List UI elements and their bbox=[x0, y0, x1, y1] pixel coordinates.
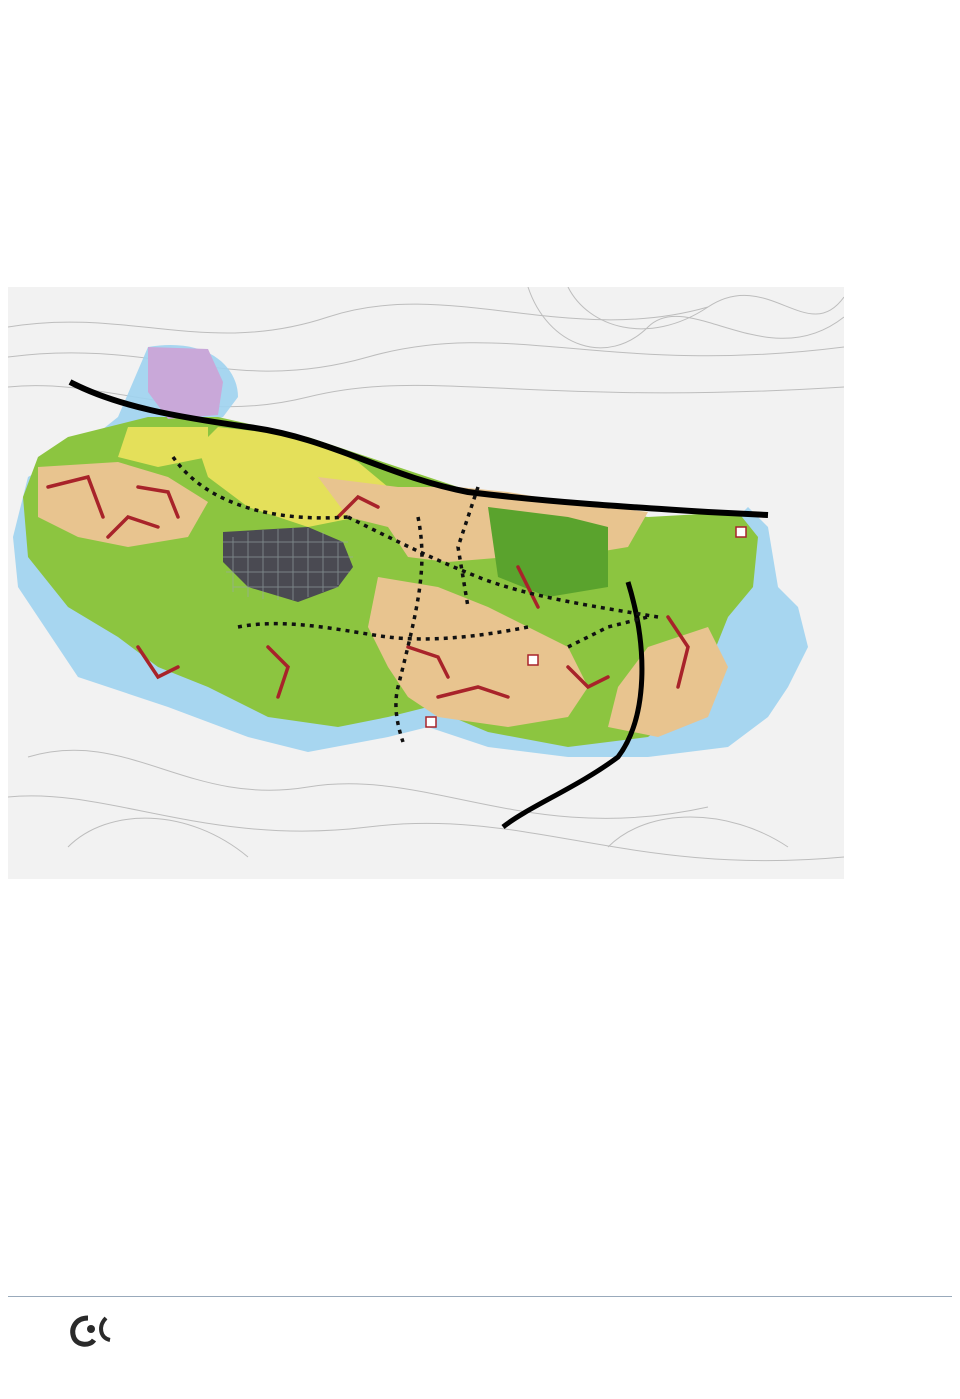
master-plan-map bbox=[8, 287, 844, 879]
footer-divider bbox=[8, 1296, 952, 1297]
epecc-logo bbox=[18, 1312, 158, 1394]
